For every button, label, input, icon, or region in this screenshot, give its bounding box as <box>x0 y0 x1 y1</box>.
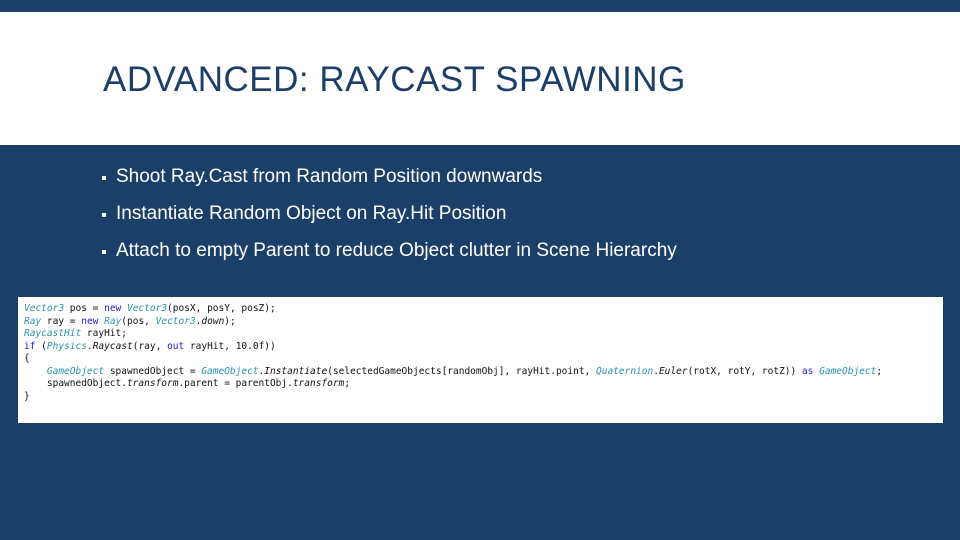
code-line-5: { <box>24 353 30 364</box>
bullet-dot-icon <box>102 250 106 254</box>
code-token: Euler <box>658 365 688 377</box>
code-line-3 <box>24 328 882 341</box>
code-line-8: } <box>24 390 30 402</box>
code-token: if <box>24 340 36 352</box>
code-token: Raycast <box>92 340 133 352</box>
bullet-dot-icon <box>102 176 106 180</box>
code-token: ray = <box>41 315 82 327</box>
code-token: ( <box>35 340 47 352</box>
code-token: as <box>801 365 814 377</box>
code-token: rayHit; <box>81 328 127 339</box>
code-token: Vector3 <box>127 303 168 314</box>
code-token: spawnedObject. <box>24 378 127 389</box>
code-token <box>24 366 47 377</box>
bullet-list <box>102 158 677 269</box>
code-token: (selectedGameObjects[randomObj], rayHit.point, <box>327 365 597 377</box>
bullet-item <box>102 195 677 232</box>
code-line-2 <box>24 316 882 329</box>
code-token: . <box>653 365 659 377</box>
code-token: rayHit, 10.0f)) <box>184 340 276 352</box>
code-block <box>24 303 882 403</box>
bullet-text: Attach to empty Parent to reduce Object clutter in Scene Hierarchy <box>116 239 677 261</box>
code-token: out <box>167 340 185 352</box>
code-token: Instantiate <box>264 365 328 377</box>
bullet-text: Shoot Ray.Cast from Random Position downwards <box>116 165 543 187</box>
code-token: . <box>195 315 202 327</box>
code-token: Vector3 <box>24 303 65 314</box>
bullet-item <box>102 158 677 195</box>
code-token: (posX, posY, posZ); <box>167 303 276 314</box>
code-snippet <box>18 297 943 423</box>
code-token: (rotX, rotY, rotZ)) <box>687 365 802 377</box>
code-token: .parent = parentObj. <box>178 378 293 389</box>
code-token: Ray <box>104 315 122 327</box>
code-line-4 <box>24 341 882 354</box>
code-token: transform <box>292 378 345 389</box>
code-line-1 <box>24 303 882 316</box>
bullet-dot-icon <box>102 213 106 217</box>
code-token: Physics <box>46 340 87 352</box>
code-token: ; <box>876 365 883 377</box>
code-token: . <box>258 365 265 377</box>
code-token: . <box>86 340 93 352</box>
code-line-6 <box>24 366 882 379</box>
code-token: ); <box>224 315 236 327</box>
code-token: GameObject <box>819 365 877 377</box>
slide-title: ADVANCED: RAYCAST SPAWNING <box>103 60 686 99</box>
code-token: GameObject <box>46 365 105 377</box>
bullet-text: Instantiate Random Object on Ray.Hit Position <box>116 202 507 224</box>
code-token: transform <box>126 378 179 389</box>
code-token: Vector3 <box>155 315 196 327</box>
bullet-item <box>102 232 677 269</box>
code-token: (ray, <box>132 340 168 352</box>
code-token: GameObject <box>201 365 259 377</box>
code-line-7 <box>24 378 882 391</box>
code-token: ; <box>344 378 351 389</box>
code-token: down <box>201 315 225 327</box>
code-token: new <box>104 303 122 314</box>
code-token: spawnedObject = <box>104 365 202 377</box>
code-token: Quaternion <box>596 365 654 377</box>
code-token: new <box>81 315 99 327</box>
code-token: pos = <box>64 303 105 314</box>
code-token: Ray <box>24 315 42 327</box>
code-token: RaycastHit <box>24 328 82 339</box>
code-token: (pos, <box>121 315 156 327</box>
